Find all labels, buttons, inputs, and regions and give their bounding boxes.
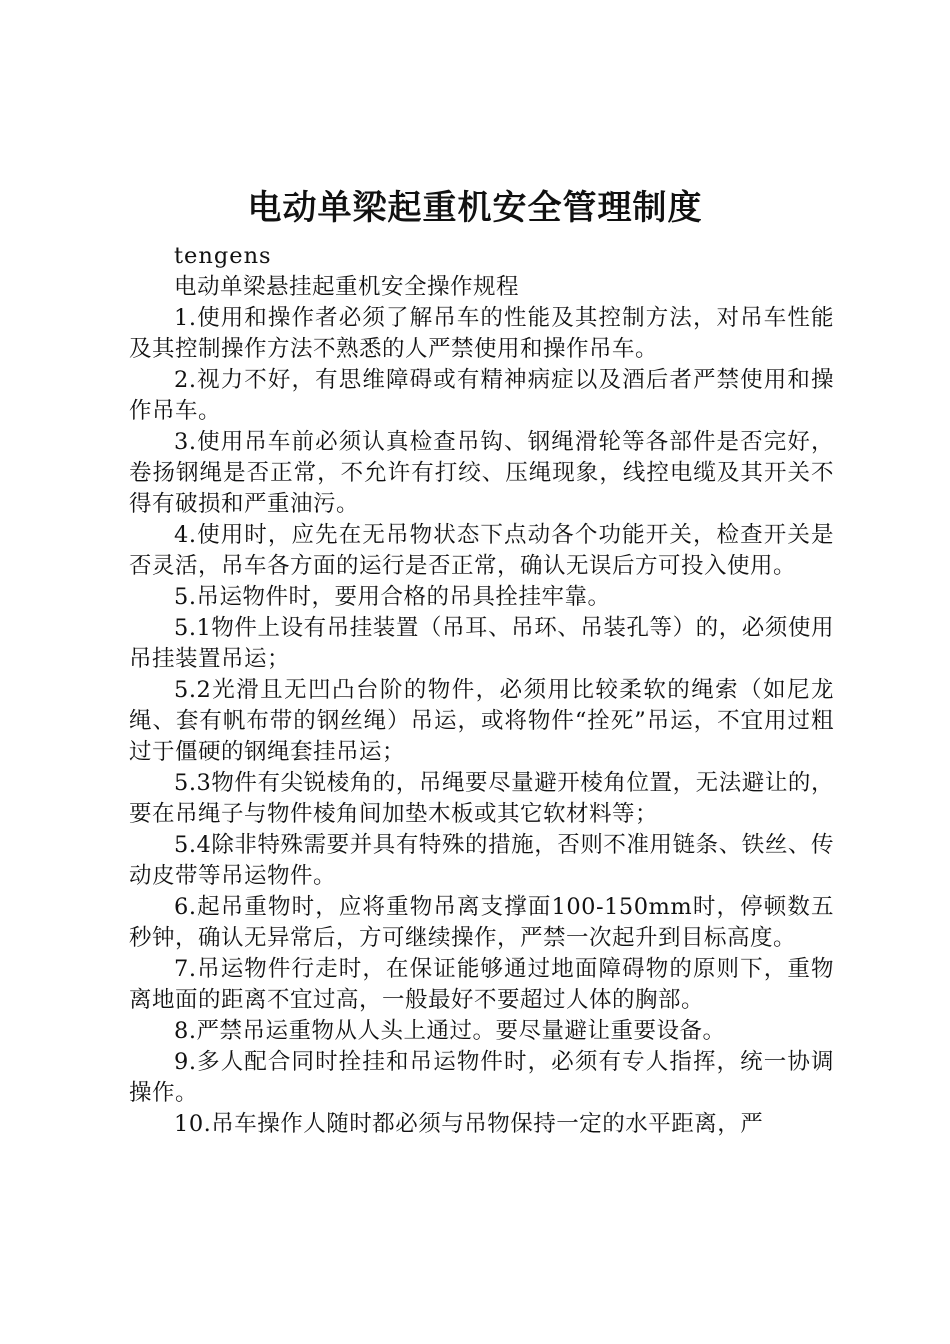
- paragraph-rule-5-3: 5.3物件有尖锐棱角的，吊绳要尽量避开棱角位置，无法避让的，要在吊绳子与物件棱角间加垫木板或其它软材料等；: [129, 770, 834, 827]
- paragraph-rule-8: 8.严禁吊运重物从人头上通过。要尽量避让重要设备。: [174, 1018, 726, 1044]
- paragraph-rule-3: 3.使用吊车前必须认真检查吊钩、钢绳滑轮等各部件是否完好，卷扬钢绳是否正常，不允许有打绞、压绳现象，线控电缆及其开关不得有破损和严重油污。: [129, 429, 834, 517]
- document-title: 电动单梁起重机安全管理制度: [247, 188, 703, 228]
- paragraph-rule-9: 9.多人配合同时拴挂和吊运物件时，必须有专人指挥，统一协调操作。: [129, 1049, 834, 1106]
- paragraph-subtitle: 电动单梁悬挂起重机安全操作规程: [174, 274, 520, 300]
- document-body: [129, 241, 834, 1140]
- paragraph-rule-5: 5.吊运物件时，要用合格的吊具拴挂牢靠。: [174, 584, 611, 610]
- paragraph-rule-5-2: 5.2光滑且无凹凸台阶的物件，必须用比较柔软的绳索（如尼龙绳、套有帆布带的钢丝绳）吊运，或将物件“拴死”吊运，不宜用过粗过于僵硬的钢绳套挂吊运；: [129, 677, 834, 765]
- paragraph-author: tengens: [174, 243, 272, 269]
- paragraph-rule-6: 6.起吊重物时，应将重物吊离支撑面100-150mm时，停顿数五秒钟，确认无异常后，方可继续操作，严禁一次起升到目标高度。: [129, 894, 834, 951]
- paragraph-rule-4: 4.使用时，应先在无吊物状态下点动各个功能开关，检查开关是否灵活，吊车各方面的运行是否正常，确认无误后方可投入使用。: [129, 522, 834, 579]
- paragraph-rule-5-1: 5.1物件上设有吊挂装置（吊耳、吊环、吊装孔等）的，必须使用吊挂装置吊运；: [129, 615, 834, 672]
- paragraph-rule-7: 7.吊运物件行走时，在保证能够通过地面障碍物的原则下，重物离地面的距离不宜过高，一般最好不要超过人体的胸部。: [129, 956, 834, 1013]
- paragraph-rule-5-4: 5.4除非特殊需要并具有特殊的措施，否则不准用链条、铁丝、传动皮带等吊运物件。: [129, 832, 834, 889]
- paragraph-rule-10: 10.吊车操作人随时都必须与吊物保持一定的水平距离，严: [174, 1111, 764, 1137]
- paragraph-rule-1: 1.使用和操作者必须了解吊车的性能及其控制方法，对吊车性能及其控制操作方法不熟悉的人严禁使用和操作吊车。: [129, 305, 834, 362]
- paragraph-rule-2: 2.视力不好，有思维障碍或有精神病症以及酒后者严禁使用和操作吊车。: [129, 367, 834, 424]
